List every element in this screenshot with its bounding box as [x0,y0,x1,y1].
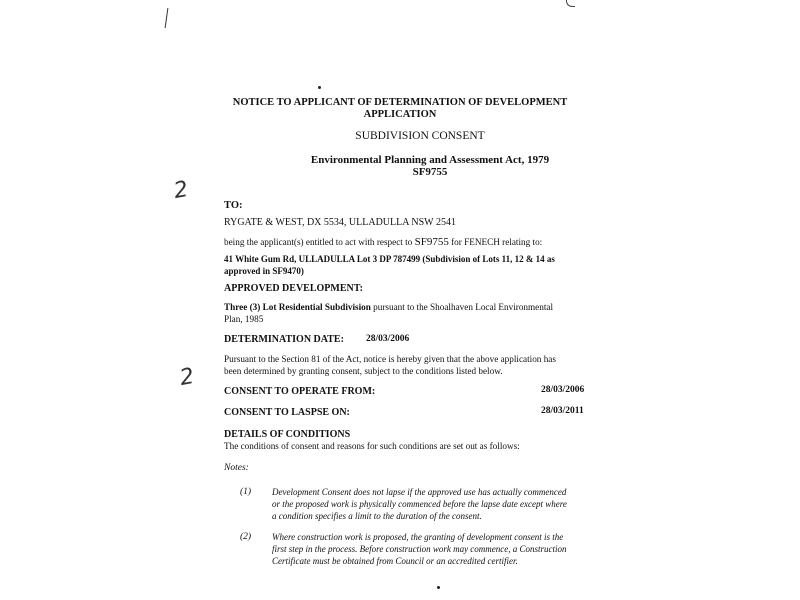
consent-operate-date: 28/03/2006 [541,385,585,395]
consent-lapse-date: 28/03/2011 [541,406,584,416]
scan-mark-top-left [165,8,169,28]
notice-title-line-1: NOTICE TO APPLICANT OF DETERMINATION OF DEVELOPMENT [232,97,568,108]
applicant-address: RYGATE & WEST, DX 5534, ULLADULLA NSW 2541 [224,217,456,228]
note-1-line-3: a condition specifies a limit to the duration of the consent. [272,511,482,521]
scan-mark-top-right [566,0,575,7]
act-title: Environmental Planning and Assessment Act, 1979 [310,154,550,166]
note-1-line-1: Development Consent does not lapse if the approved use has actually commenced [272,487,567,497]
applicant-file-ref: SF9755 [414,236,449,248]
applicant-text-prefix: being the applicant(s) entitled to act with respect to [224,237,413,247]
conditions-intro: The conditions of consent and reasons for such conditions are set out as follows: [224,441,520,451]
margin-handwritten-mark-1: 2 [171,176,191,205]
conditions-heading: DETAILS OF CONDITIONS [224,429,351,440]
determination-notice-line-1: Pursuant to the Section 81 of the Act, notice is hereby given that the above application has [224,354,556,364]
notice-title-line-2: APPLICATION [363,109,437,120]
approved-description-line-1 [224,302,553,312]
consent-lapse-label: CONSENT TO LASPSE ON: [224,407,350,418]
approved-description-rest: pursuant to the Shoalhaven Local Environmental [373,302,554,312]
consent-operate-label: CONSENT TO OPERATE FROM: [224,386,376,397]
note-1-line-2: or the proposed work is physically commenced before the lapse date except where [272,499,567,509]
note-2-number: (2) [240,532,252,542]
file-reference: SF9755 [412,166,448,178]
determination-notice-line-2: been determined by granting consent, subject to the conditions listed below. [224,366,503,376]
determination-date-label: DETERMINATION DATE: [224,334,344,345]
notes-label: Notes: [224,463,249,473]
note-2-line-1: Where construction work is proposed, the granting of development consent is the [272,532,564,542]
property-line-2: approved in SF9470) [224,266,304,276]
scan-dot-bottom [437,586,440,589]
margin-handwritten-mark-2: 2 [177,363,197,392]
note-1-number: (1) [240,487,252,497]
property-line-1: 41 White Gum Rd, ULLADULLA Lot 3 DP 787499 (Subdivision of Lots 11, 12 & 14 as [224,254,555,264]
to-label: TO: [224,200,243,211]
approved-description-line-2: Plan, 1985 [224,314,264,324]
scan-dot-top [318,86,321,89]
approved-development-heading: APPROVED DEVELOPMENT: [224,283,363,294]
applicant-text-suffix: for FENECH relating to: [451,237,543,247]
determination-date-value: 28/03/2006 [366,334,410,344]
approved-description-bold: Three (3) Lot Residential Subdivision [224,302,371,312]
applicant-entitlement-line [224,236,542,248]
consent-type: SUBDIVISION CONSENT [355,130,485,142]
note-2-line-2: first step in the process. Before construction work may commence, a Construction [272,544,567,554]
note-2-line-3: Certificate must be obtained from Council or an accredited certifier. [272,556,518,566]
